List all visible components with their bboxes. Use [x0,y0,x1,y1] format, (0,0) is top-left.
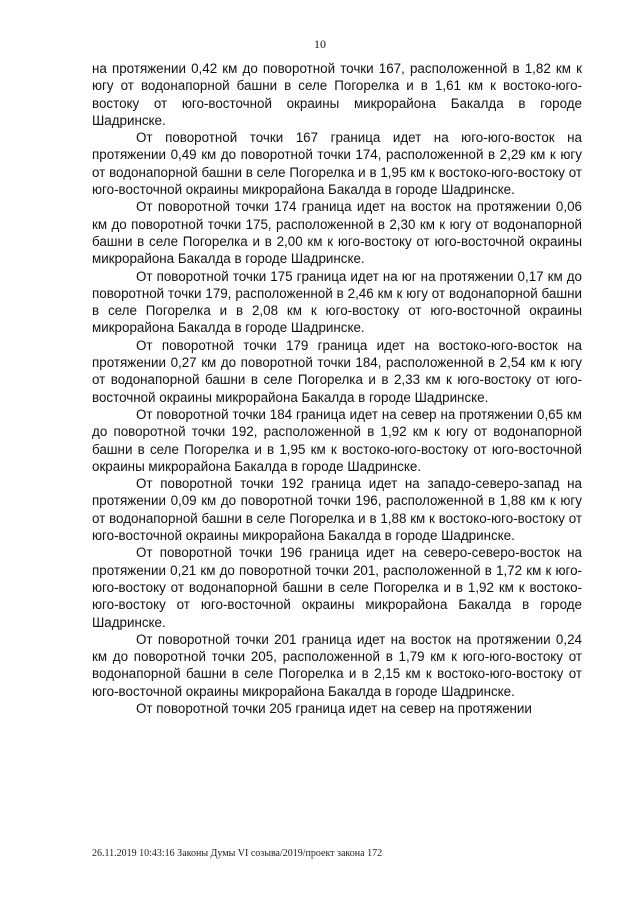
paragraph: на протяжении 0,42 км до поворотной точки 167, расположенной в 1,82 км к югу от водонапорной башни в селе Погорелка и в 1,61 км к востоко-юго-востоку от юго-восточной окраины микрорайона Бакалда в городе Шадринске. [92,61,582,128]
paragraph: От поворотной точки 175 граница идет на юг на протяжении 0,17 км до поворотной точки 179, расположенной в 2,46 км к югу от водонапорной башни в селе Погорелка и в 2,08 км к юго-востоку от юго-восточной окраины микрорайона Бакалда в городе Шадринске. [92,268,582,336]
page-number: 10 [314,37,326,51]
paragraph: От поворотной точки 192 граница идет на западо-северо-запад на протяжении 0,09 км до поворотной точки 196, расположенной в 1,88 км к югу от водонапорной башни в селе Погорелка и в 1,88 км к востоко-юго-востоку от юго-восточной окраины микрорайона Бакалда в городе Шадринске. [92,476,582,544]
document-footer: 26.11.2019 10:43:16 Законы Думы VI созыва/2019/проект закона 172 [92,848,383,859]
paragraph: От поворотной точки 174 граница идет на восток на протяжении 0,06 км до поворотной точки 175, расположенной в 2,30 км к югу от водонапорной башни в селе Погорелка и в 2,00 км к юго-востоку от юго-восточной окраины микрорайона Бакалда в городе Шадринске. [92,199,582,267]
paragraph: От поворотной точки 201 граница идет на восток на протяжении 0,24 км до поворотной точки 205, расположенной в 1,79 км к юго-юго-востоку от водонапорной башни в селе Погорелка и в 2,15 км к востоко-юго-востоку от юго-восточной окраины микрорайона Бакалда в городе Шадринске. [92,631,582,699]
paragraph: От поворотной точки 184 граница идет на север на протяжении 0,65 км до поворотной точки 192, расположенной в 1,92 км к югу от водонапорной башни в селе Погорелка и в 1,95 км к востоко-юго-востоку от юго-восточной окраины микрорайона Бакалда в городе Шадринске. [92,406,582,474]
paragraph: От поворотной точки 179 граница идет на востоко-юго-восток на протяжении 0,27 км до поворотной точки 184, расположенной в 2,54 км к югу от водонапорной башни в селе Погорелка и в 2,33 км к юго-востоку от юго-восточной окраины микрорайона Бакалда в городе Шадринске. [92,337,582,405]
paragraph: От поворотной точки 167 граница идет на юго-юго-восток на протяжении 0,49 км до поворотной точки 174, расположенной в 2,29 км к югу от водонапорной башни в селе Погорелка и в 1,95 км к востоко-юго-востоку от юго-восточной окраины микрорайона Бакалда в городе Шадринске. [92,130,582,198]
body-text [92,60,582,717]
paragraph: От поворотной точки 196 граница идет на северо-северо-восток на протяжении 0,21 км до поворотной точки 201, расположенной в 1,72 км к юго-юго-востоку от водонапорной башни в селе Погорелка и в 1,92 км к востоко-юго-востоку от юго-восточной окраины микрорайона Бакалда в городе Шадринске. [92,545,582,630]
paragraph: От поворотной точки 205 граница идет на север на протяжении [136,700,532,716]
